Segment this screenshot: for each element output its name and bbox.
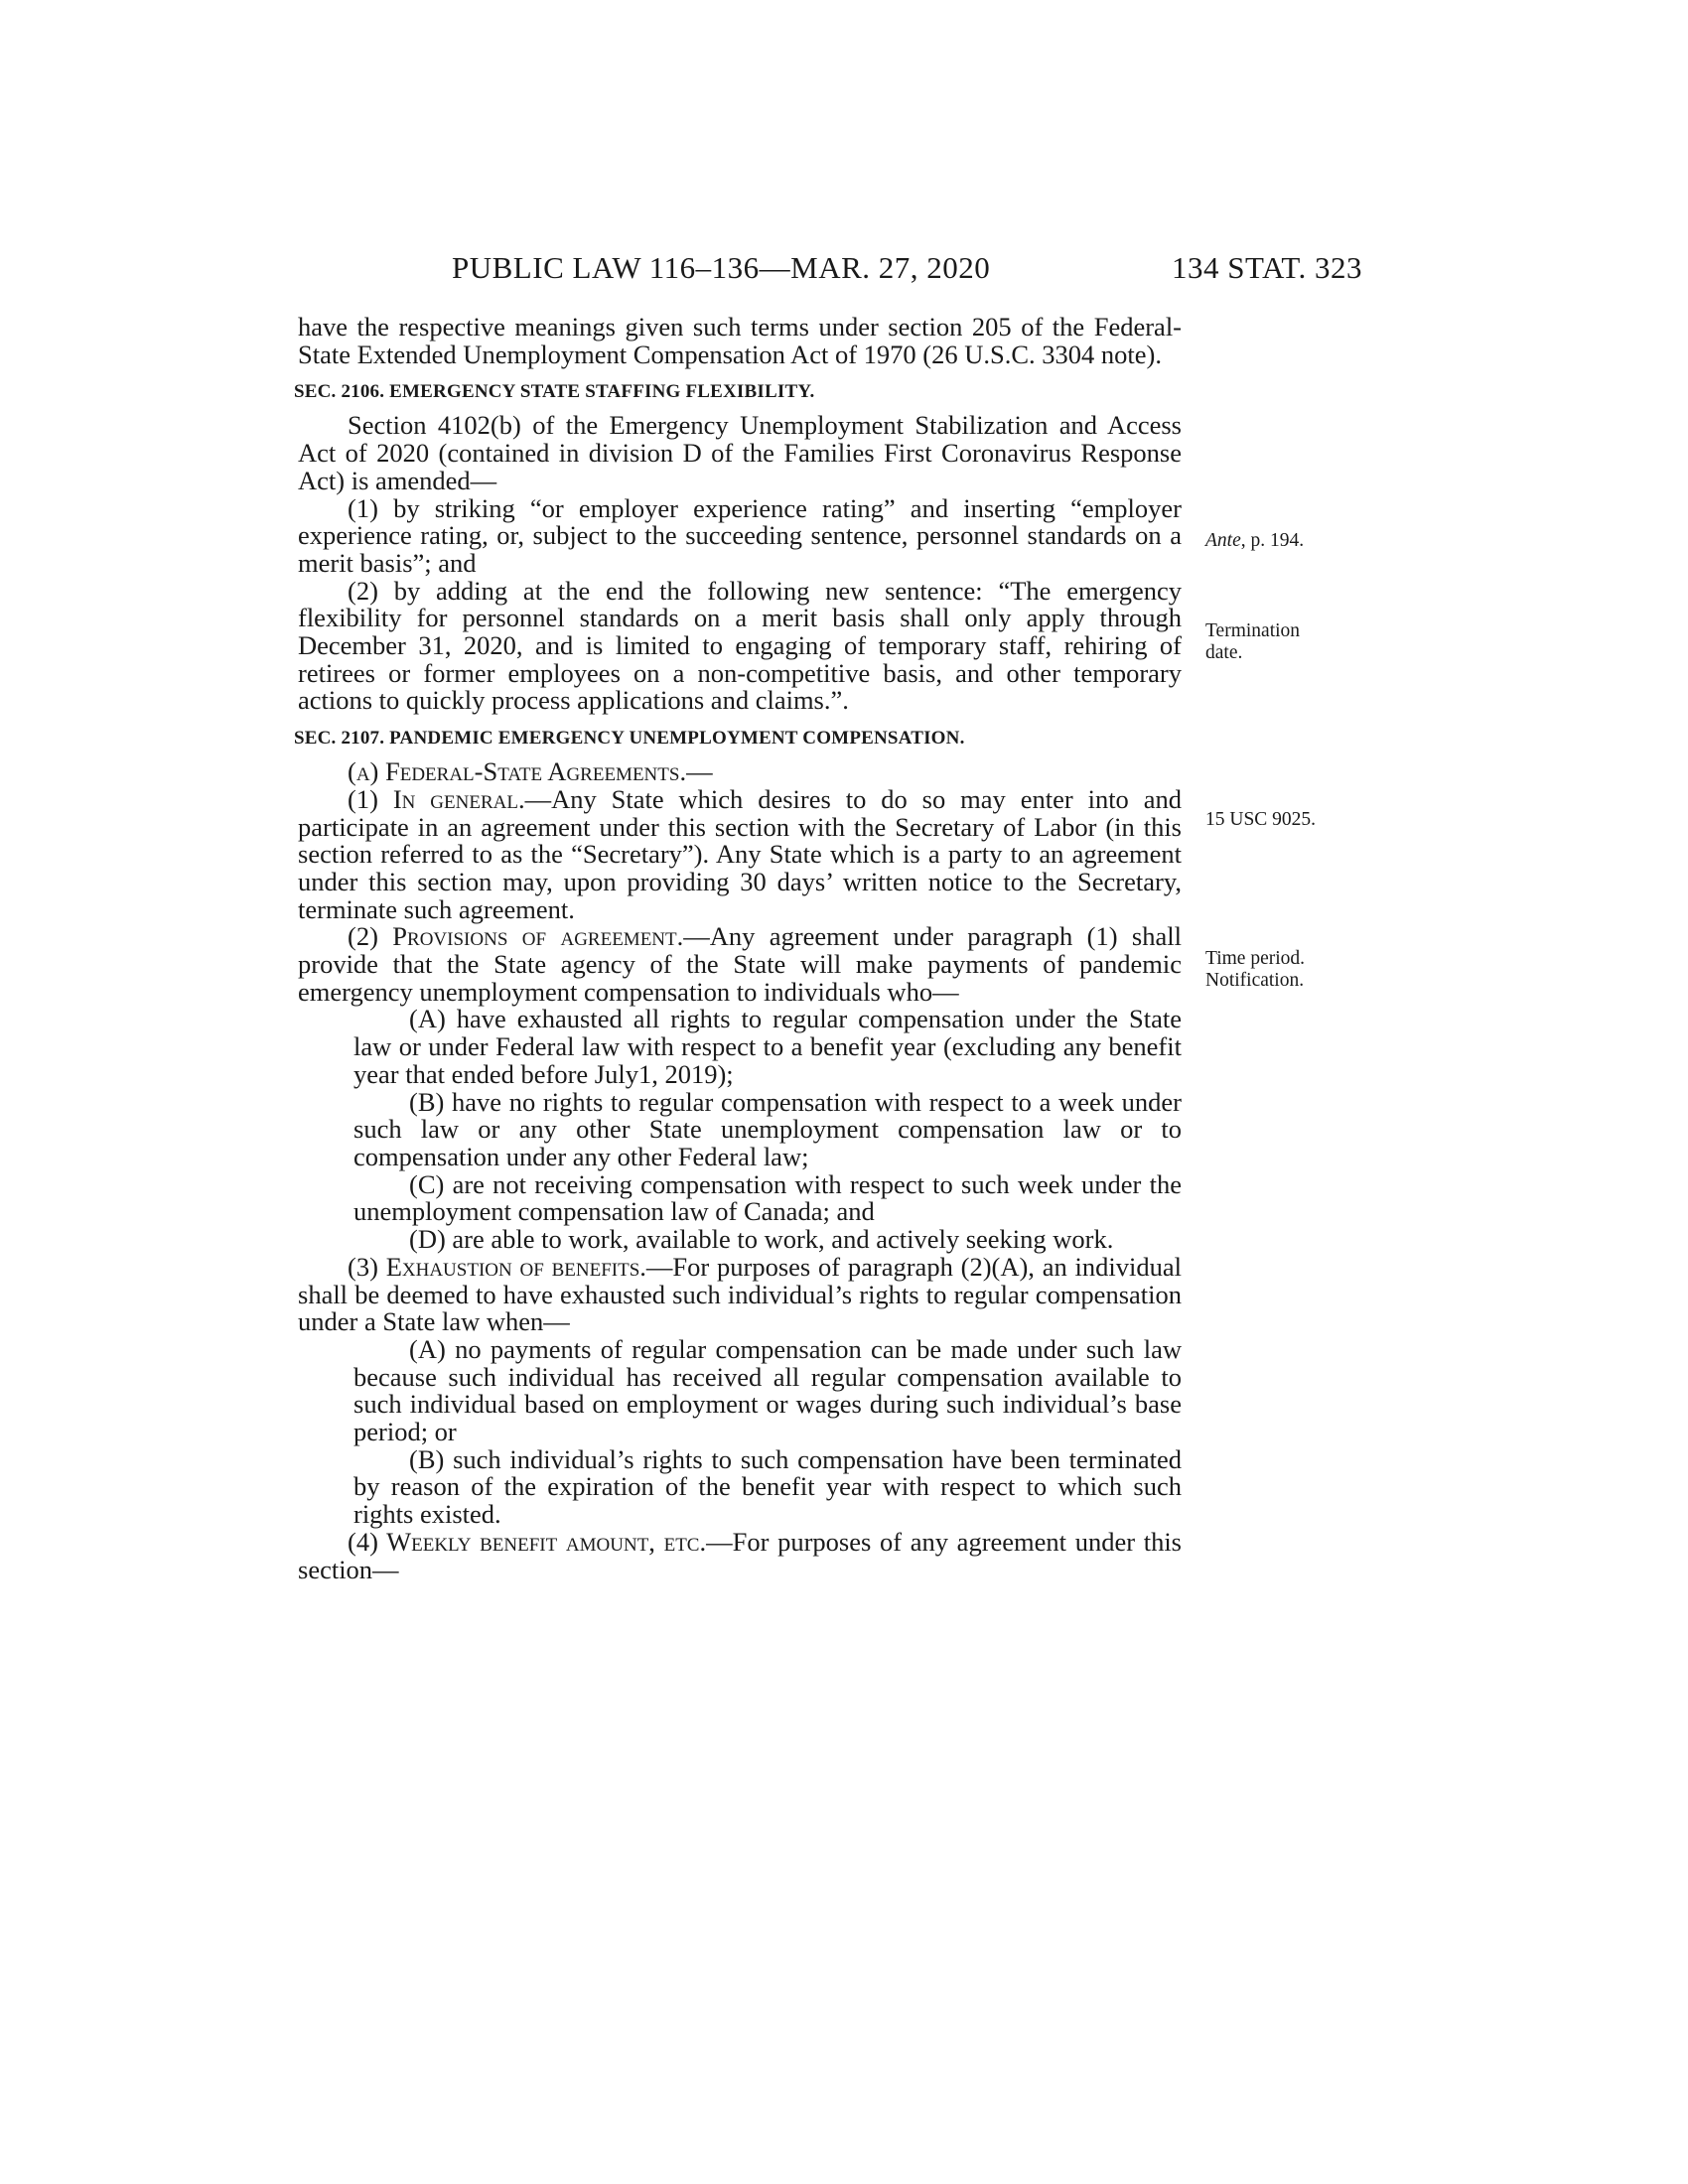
body-text: [294, 312, 1182, 1584]
paragraph-a2-text: Any agreement under paragraph (1) shall provide that the State agency of the State will make payments of pandemic emergency unemployment compensation to individuals who—: [298, 921, 1182, 1007]
margin-note-ante-rest: , p. 194.: [1240, 530, 1305, 551]
clause-a3-A: (A) no payments of regular compensation can be made under such law because such individual has received all regular compensation available to such individual based on employment or wages during such individual’s base period; or: [353, 1333, 1182, 1447]
margin-note-notification-line: Notification.: [1205, 970, 1305, 991]
margin-note-time-period-line: Time period.: [1205, 948, 1306, 969]
paragraph-a3-label: (3) Exhaustion of benefits.—: [348, 1251, 673, 1282]
section-2106-text: Section 4102(b) of the Emergency Unemployment Stabilization and Access Act of 2020 (contained in division D of the Families First Coronavirus Response Act) is amended—: [298, 410, 1182, 495]
paragraph-a4: [298, 1526, 1182, 1584]
margin-note-ante: [1205, 530, 1304, 552]
clause-a2-B: (B) have no rights to regular compensation with respect to a week under such law or any other State unemployment compensation law or to compensation under any other Federal law;: [353, 1086, 1182, 1171]
section-2106-paragraph-2: (2) by adding at the end the following new sentence: “The emergency flexibility for personnel standards on a merit basis shall only apply through December 31, 2020, and is limited to engaging of temporary staff, rehiring of retirees or former employees on a non-competitive basis, and other temporary actions to quickly process applications and claims.”.: [298, 575, 1182, 716]
section-2106-heading: SEC. 2106. EMERGENCY STATE STAFFING FLEXIBILITY.: [294, 381, 815, 403]
paragraph-a3-text: For purposes of paragraph (2)(A), an individual shall be deemed to have exhausted such individual’s rights to regular compensation under a State law when—: [298, 1251, 1182, 1337]
section-2107-heading: SEC. 2107. PANDEMIC EMERGENCY UNEMPLOYMENT COMPENSATION.: [294, 728, 965, 750]
subsection-a-heading: [298, 758, 1182, 786]
clause-a2-D: (D) are able to work, available to work, and actively seeking work.: [409, 1224, 1114, 1255]
clause-a2-C: (C) are not receiving compensation with respect to such week under the unemployment compensation law of Canada; and: [353, 1168, 1182, 1227]
margin-note-time-period: [1205, 948, 1305, 992]
subsection-a-label: (a) Federal-State Agreements.—: [348, 756, 713, 787]
paragraph-a4-text: For purposes of any agreement under this section—: [298, 1526, 1182, 1584]
margin-note-ante-italic: Ante: [1205, 530, 1241, 551]
page-number: 134 STAT. 323: [1172, 250, 1363, 285]
margin-note-termination-line2: date.: [1205, 642, 1243, 663]
paragraph-intro: have the respective meanings given such terms under section 205 of the Federal-State Extended Unemployment Compensation Act of 1970 (26 U.S.C. 3304 note).: [298, 312, 1182, 369]
running-head-title: PUBLIC LAW 116–136—MAR. 27, 2020: [452, 250, 991, 285]
paragraph-a1: [298, 783, 1182, 924]
paragraph-a4-label: (4) Weekly benefit amount, etc.—: [348, 1526, 733, 1557]
paragraph-a1-text: Any State which desires to do so may enter into and participate in an agreement under this section with the Secretary of Labor (in this section referred to as the “Secretary”). Any State which is a party to an agreement under this section may, upon providing 30 days’ written notice to the Secretary, terminate such agreement.: [298, 783, 1182, 924]
margin-note-termination: [1205, 620, 1300, 664]
running-head: [0, 250, 1688, 290]
paragraph-a2: [298, 923, 1182, 1006]
clause-a2-A: (A) have exhausted all rights to regular compensation under the State law or under Federal law with respect to a benefit year (excluding any benefit year that ended before July1, 2019);: [353, 1004, 1182, 1089]
paragraph-a2-label: (2) Provisions of agreement.—: [348, 921, 710, 952]
clause-a3-B: (B) such individual’s rights to such compensation have been terminated by reason of the expiration of the benefit year with respect to which such rights existed.: [353, 1443, 1182, 1530]
margin-note-usc: 15 USC 9025.: [1205, 809, 1317, 830]
paragraph-a1-label: (1) In general.—: [348, 783, 552, 814]
section-2106-paragraph-1: (1) by striking “or employer experience rating” and inserting “employer experience rating, or, subject to the succeeding sentence, personnel standards on a merit basis”; and: [298, 492, 1182, 578]
paragraph-a3: [298, 1251, 1182, 1337]
margin-note-termination-line1: Termination: [1205, 620, 1301, 641]
